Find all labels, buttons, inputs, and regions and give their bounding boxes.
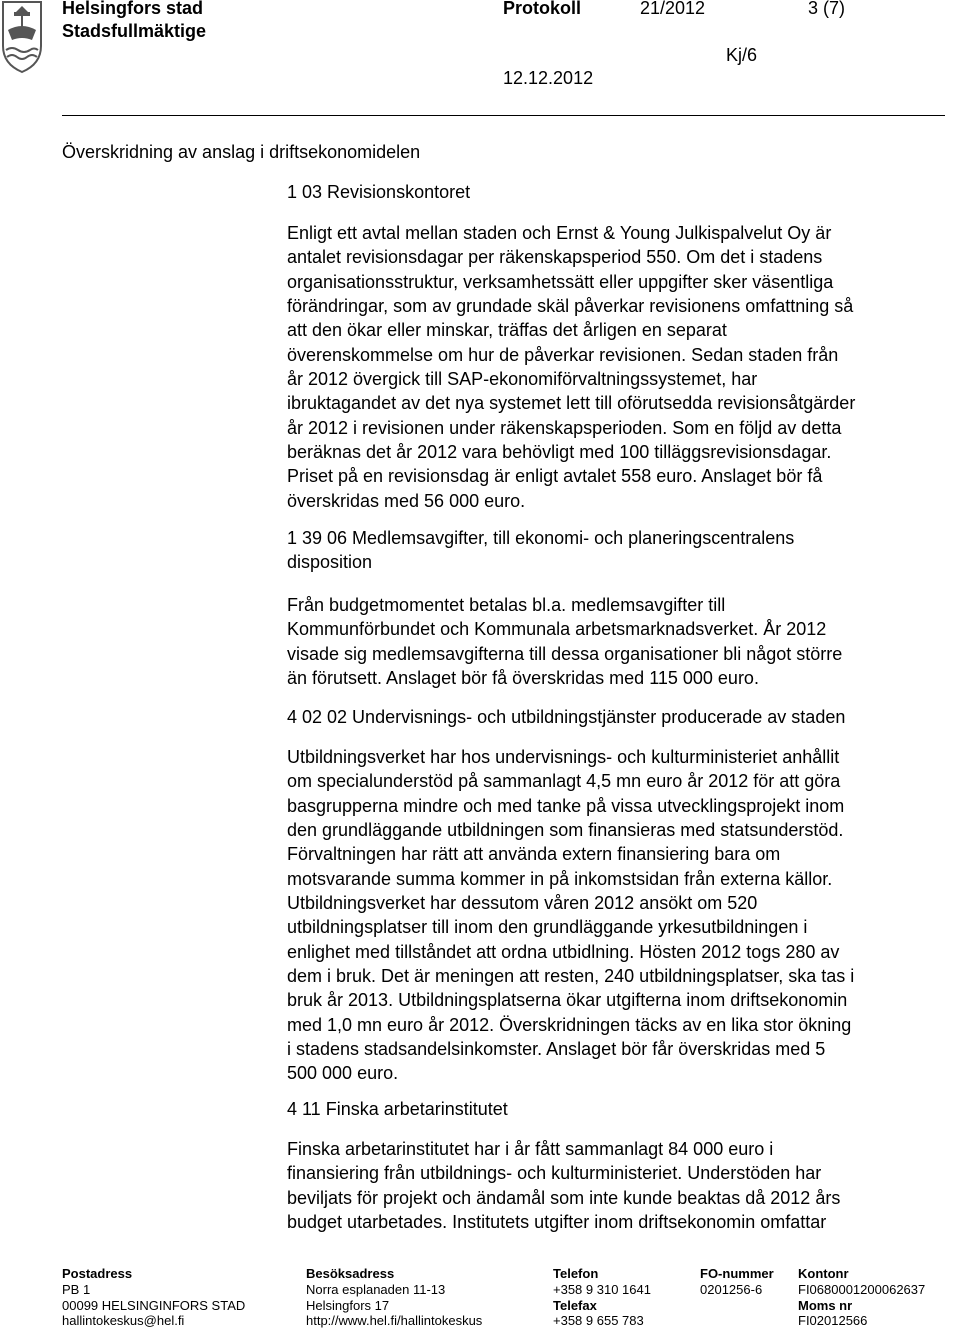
org-name: Helsingfors stad — [62, 0, 204, 18]
footer-label: Kontonr — [798, 1266, 849, 1281]
footer-website-link[interactable]: http://www.hel.fi/hallintokeskus — [306, 1313, 483, 1329]
footer-value: Helsingfors 17 — [306, 1297, 390, 1313]
footer-value: Norra esplanaden 11-13 — [306, 1281, 446, 1297]
item-heading: 4 02 02 Undervisnings- och utbildningstjänster producerade av staden — [287, 707, 846, 727]
footer-postal — [62, 1266, 245, 1329]
footer-phone — [553, 1266, 651, 1329]
footer-value: +358 9 310 1641 — [553, 1281, 651, 1297]
footer-label: Moms nr — [798, 1297, 853, 1313]
page-number: 3 (7) — [808, 0, 846, 18]
document-type: Protokoll — [503, 0, 582, 18]
footer-value: FI02012566 — [798, 1313, 868, 1329]
body-name: Stadsfullmäktige — [62, 21, 207, 41]
footer-label: Telefon — [553, 1266, 599, 1281]
footer-value: 00099 HELSINGINFORS STAD — [62, 1297, 246, 1313]
item-text: Enligt ett avtal mellan staden och Ernst & Young Julkispalvelut Oy är antalet revisionsdagar per räkenskapsperiod 550. Om det i stadens organisationsstruktur, verksamhetssätt eller uppgifter sker väsentliga förändringar, som av grundade skäl påverkar revisionens omfattning så att den ökar eller minskar, träffas det årligen en separat överenskommelse om hur de påverkar revisionen. Sedan staden från år 2012 övergick till SAP-ekonomiförvaltningssystemet, har ibruktagandet av det nya systemet lett till oförutsedda revisionsåtgärder år 2012 i revisionen under räkenskapsperioden. Som en följd av detta beräknas det år 2012 vara behövligt med 100 tilläggsrevisionsdagar. Priset på en revisionsdag är enligt avtalet 558 euro. Anslaget bör få överskridas med 56 000 euro. — [287, 223, 856, 511]
header-rule — [62, 115, 945, 116]
footer-label: FO-nummer — [700, 1266, 774, 1281]
document-number: 21/2012 — [640, 0, 706, 18]
footer-visit — [306, 1266, 482, 1329]
document-title: Överskridning av anslag i driftsekonomidelen — [62, 142, 421, 162]
footer-fo — [700, 1266, 774, 1298]
item-text: Utbildningsverket har hos undervisnings- och kulturministeriet anhållit om specialunderstöd på sammanlagt 4,5 mn euro år 2012 för att göra basgrupperna mindre och med tanke på vissa utvecklingsprojekt inom den grundläggande utbildningen som finansieras med statsunderstöd. Förvaltningen har rätt att använda extern finansiering bara om motsvarande summa kommer in på inkomstsidan från externa källor. Utbildningsverket har dessutom våren 2012 ansökt om 520 utbildningsplatser till inom den grundläggande yrkesutbildningen i enlighet med tillståndet att ordna utbidlning. Hösten 2012 togs 280 av dem i bruk. Det är meningen att resten, 240 utbildningsplatser, ska tas i bruk år 2013. Utbildningsplatserna ökar utgifterna inom driftsekonomin med 1,0 mn euro år 2012. Överskridningen täcks av en lika stor ökning i stadens stadsandelsinkomster. Anslaget bör får överskridas med 5 500 000 euro. — [287, 747, 855, 1084]
item-heading: 4 11 Finska arbetarinstitutet — [287, 1099, 508, 1119]
footer-label: Postadress — [62, 1266, 133, 1281]
city-coat-of-arms-icon — [0, 0, 44, 74]
item-heading: 1 39 06 Medlemsavgifter, till ekonomi- och planeringscentralens disposition — [287, 528, 795, 572]
footer-value: PB 1 — [62, 1281, 91, 1297]
footer-value: 0201256-6 — [700, 1281, 763, 1297]
meeting-date: 12.12.2012 — [503, 68, 594, 88]
footer-value: +358 9 655 783 — [553, 1313, 644, 1329]
footer-label: Besöksadress — [306, 1266, 395, 1281]
item-text: Från budgetmomentet betalas bl.a. medlemsavgifter till Kommunförbundet och Kommunala arbetsmarknadsverket. År 2012 visade sig medlemsavgifterna till dessa organisationer bli något större än förutsett. Anslaget bör få överskridas med 115 000 euro. — [287, 595, 843, 689]
item-text: Finska arbetarinstitutet har i år fått sammanlagt 84 000 euro i finansiering från utbildnings- och kulturministeriet. Understöden har beviljats för projekt och ändamål som inte kunde beaktas då 2012 års budget utarbetades. Institutets utgifter inom driftsekonomin omfattar — [287, 1139, 841, 1233]
footer-label: Telefax — [553, 1297, 597, 1313]
footer-value: FI0680001200062637 — [798, 1281, 926, 1297]
item-heading: 1 03 Revisionskontoret — [287, 182, 471, 202]
footer-email-link[interactable]: hallintokeskus@hel.fi — [62, 1313, 185, 1329]
footer-account — [798, 1266, 925, 1329]
section-code: Kj/6 — [726, 45, 758, 65]
